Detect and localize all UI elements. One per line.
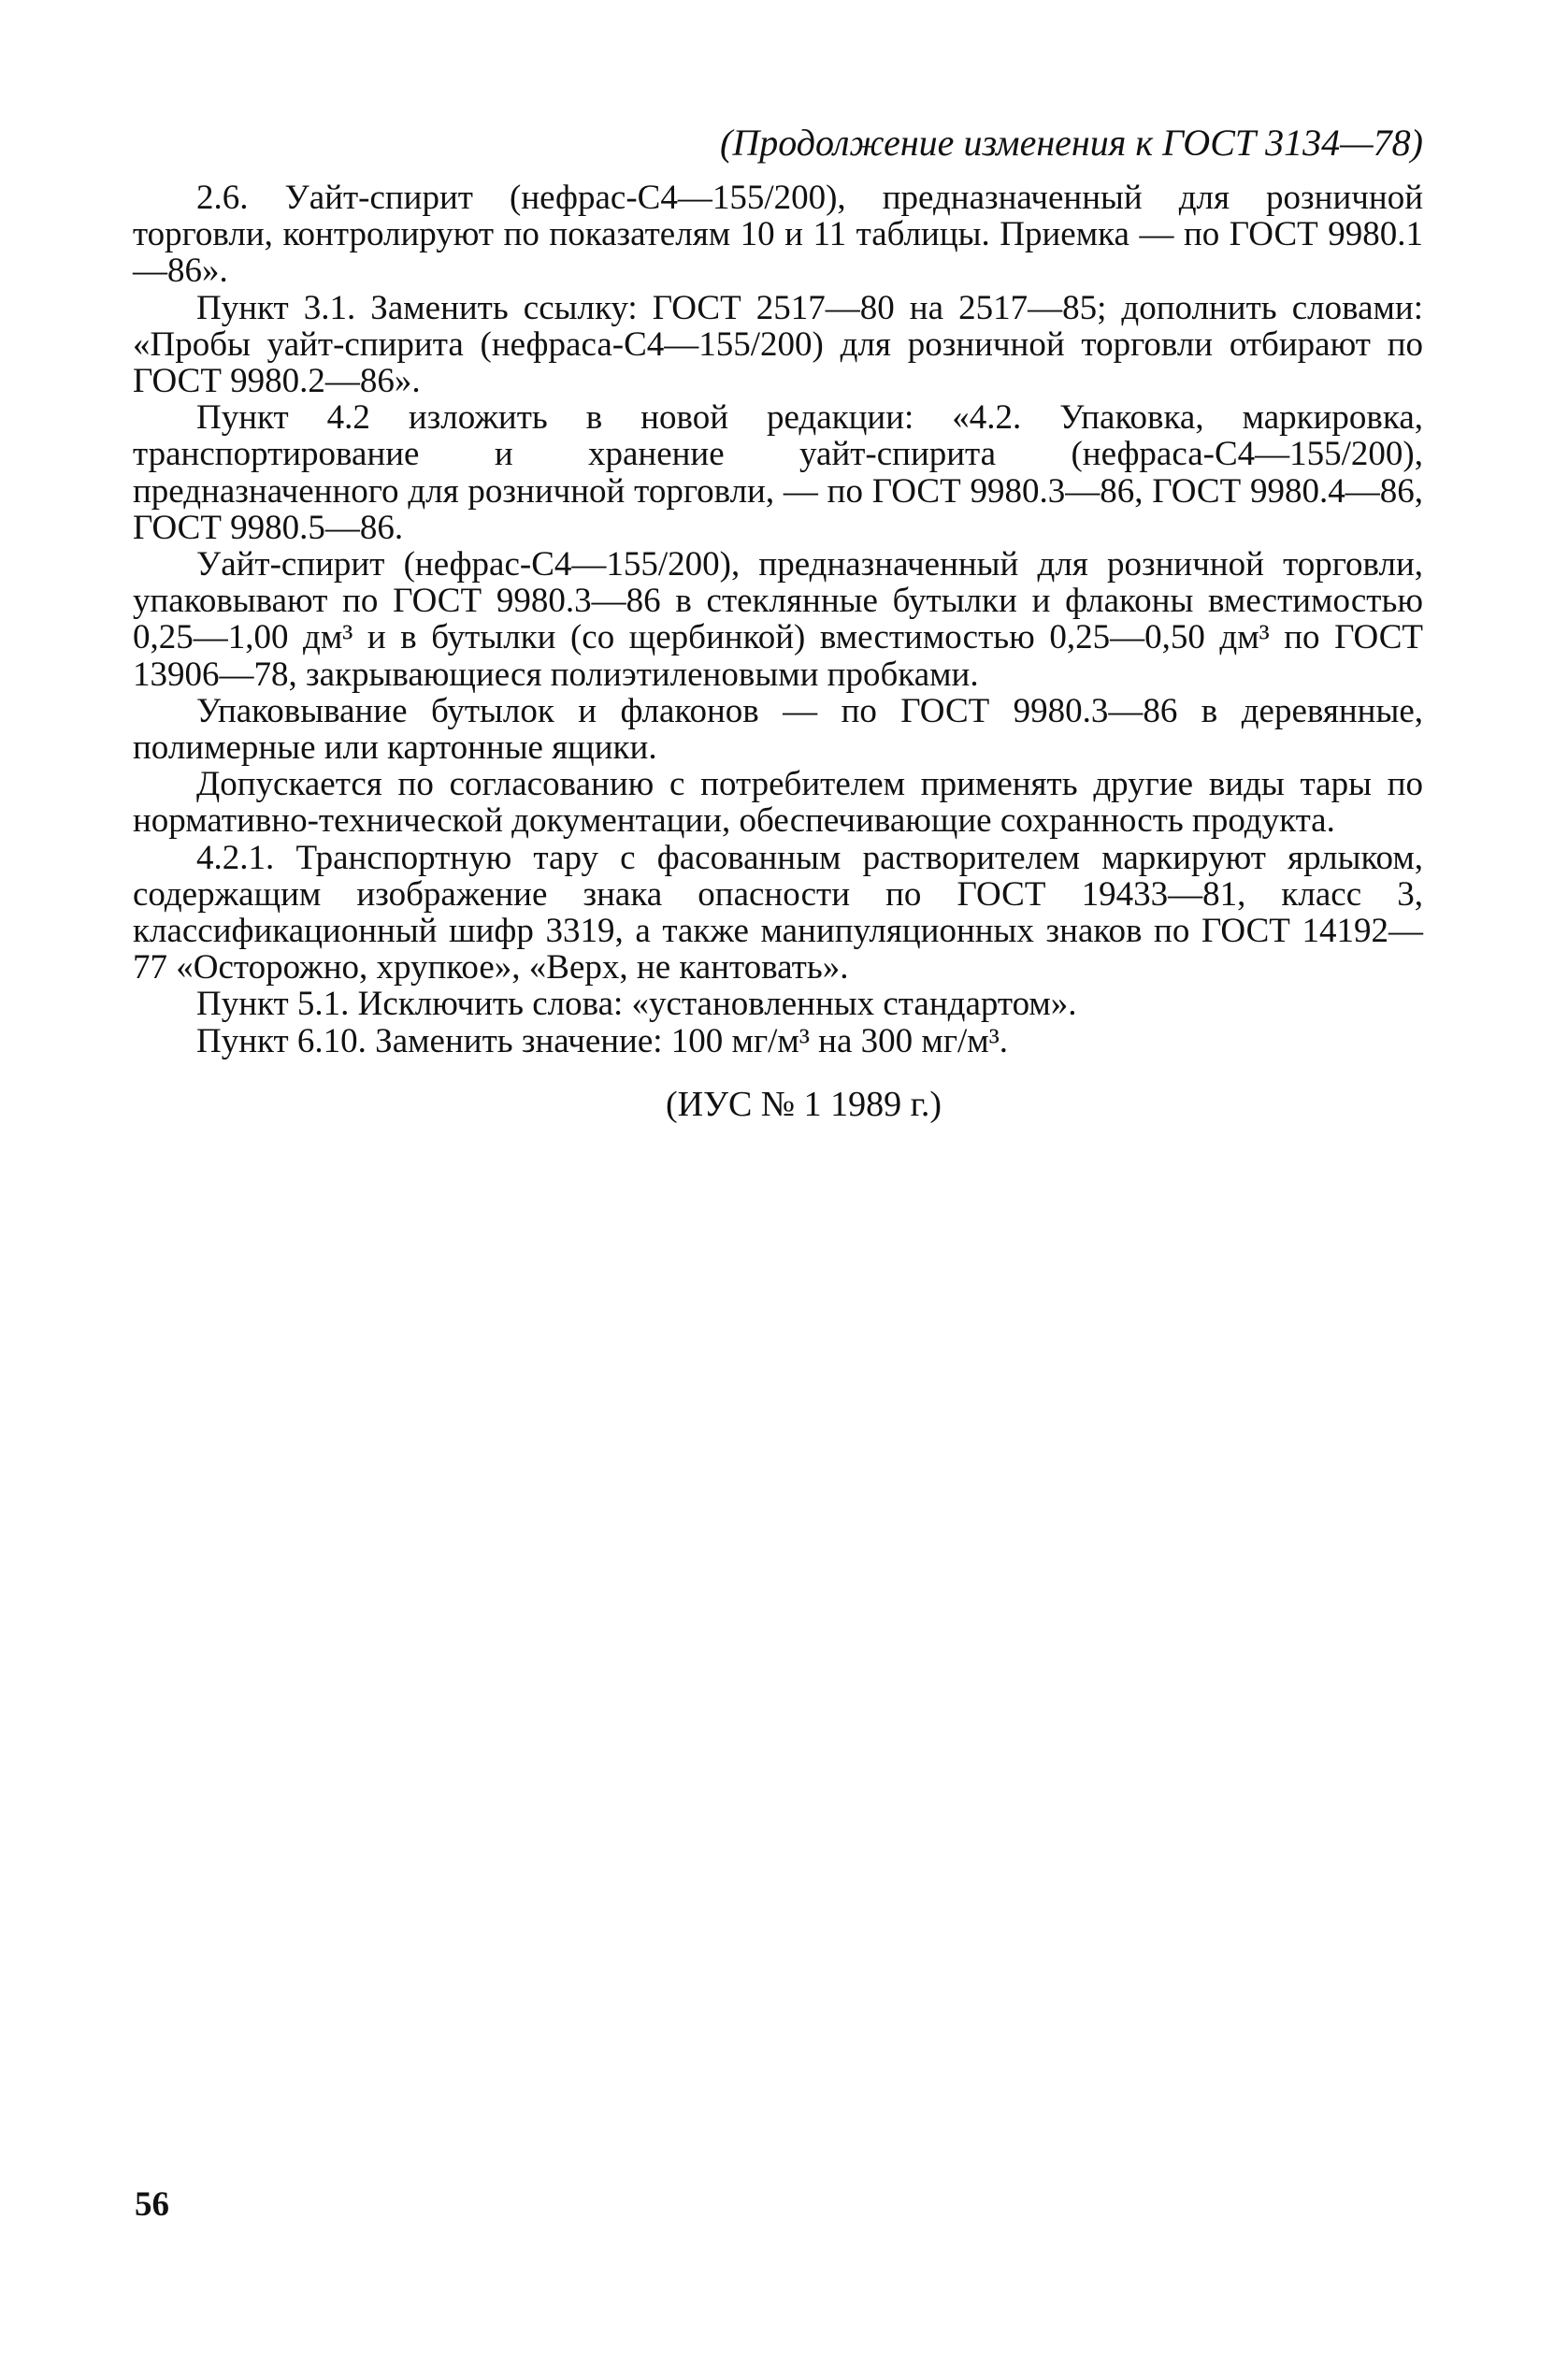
paragraph-item-5-1: Пункт 5.1. Исключить слова: «установленных стандартом». <box>196 985 1077 1024</box>
paragraph-4-2-1: 4.2.1. Транспортную тару с фасованным растворителем маркируют ярлыком, содержащим изображение знака опасности по ГОСТ 19433—81, класс 3, классификационный шифр 3319, а также манипуляционных знаков по ГОСТ 14192—77 «Осторожно, хрупкое», «Верх, не кантовать». <box>133 838 1423 987</box>
paragraph-boxes: Упаковывание бутылок и флаконов — по ГОСТ 9980.3—86 в деревянные, полимерные или картонные ящики. <box>133 691 1423 768</box>
paragraph-other-containers: Допускается по согласованию с потребителем применять другие виды тары по нормативно-технической документации, обеспечивающие сохранность продукта. <box>133 765 1423 841</box>
paragraph-item-6-10: Пункт 6.10. Заменить значение: 100 мг/м³ на 300 мг/м³. <box>196 1021 1009 1060</box>
paragraph-item-4-2: Пункт 4.2 изложить в новой редакции: «4.2. Упаковка, маркировка, транспортирование и хранение уайт-спирита (нефраса-С4—155/200), предназначенного для розничной торговли, — по ГОСТ 9980.3—86, ГОСТ 9980.4—86, ГОСТ 9980.5—86. <box>133 398 1423 547</box>
running-header: (Продолжение изменения к ГОСТ 3134—78) <box>720 122 1423 164</box>
page-number: 56 <box>135 2185 169 2224</box>
document-body <box>133 180 1423 1125</box>
paragraph-packaging: Уайт-спирит (нефрас-С4—155/200), предназначенный для розничной торговли, упаковывают по ГОСТ 9980.3—86 в стеклянные бутылки и флаконы вместимостью 0,25—1,00 дм³ и в бутылки (со щербинкой) вместимостью 0,25—0,50 дм³ по ГОСТ 13906—78, закрывающиеся полиэтиленовыми пробками. <box>133 545 1423 694</box>
paragraph-2-6: 2.6. Уайт-спирит (нефрас-С4—155/200), предназначенный для розничной торговли, контролируют по показателям 10 и 11 таблицы. Приемка — по ГОСТ 9980.1—86». <box>133 179 1423 291</box>
paragraph-item-3-1: Пункт 3.1. Заменить ссылку: ГОСТ 2517—80 на 2517—85; дополнить словами: «Пробы уайт-спирита (нефраса-С4—155/200) для розничной торговли отбирают по ГОСТ 9980.2—86». <box>133 288 1423 401</box>
source-reference: (ИУС № 1 1989 г.) <box>665 1084 942 1124</box>
